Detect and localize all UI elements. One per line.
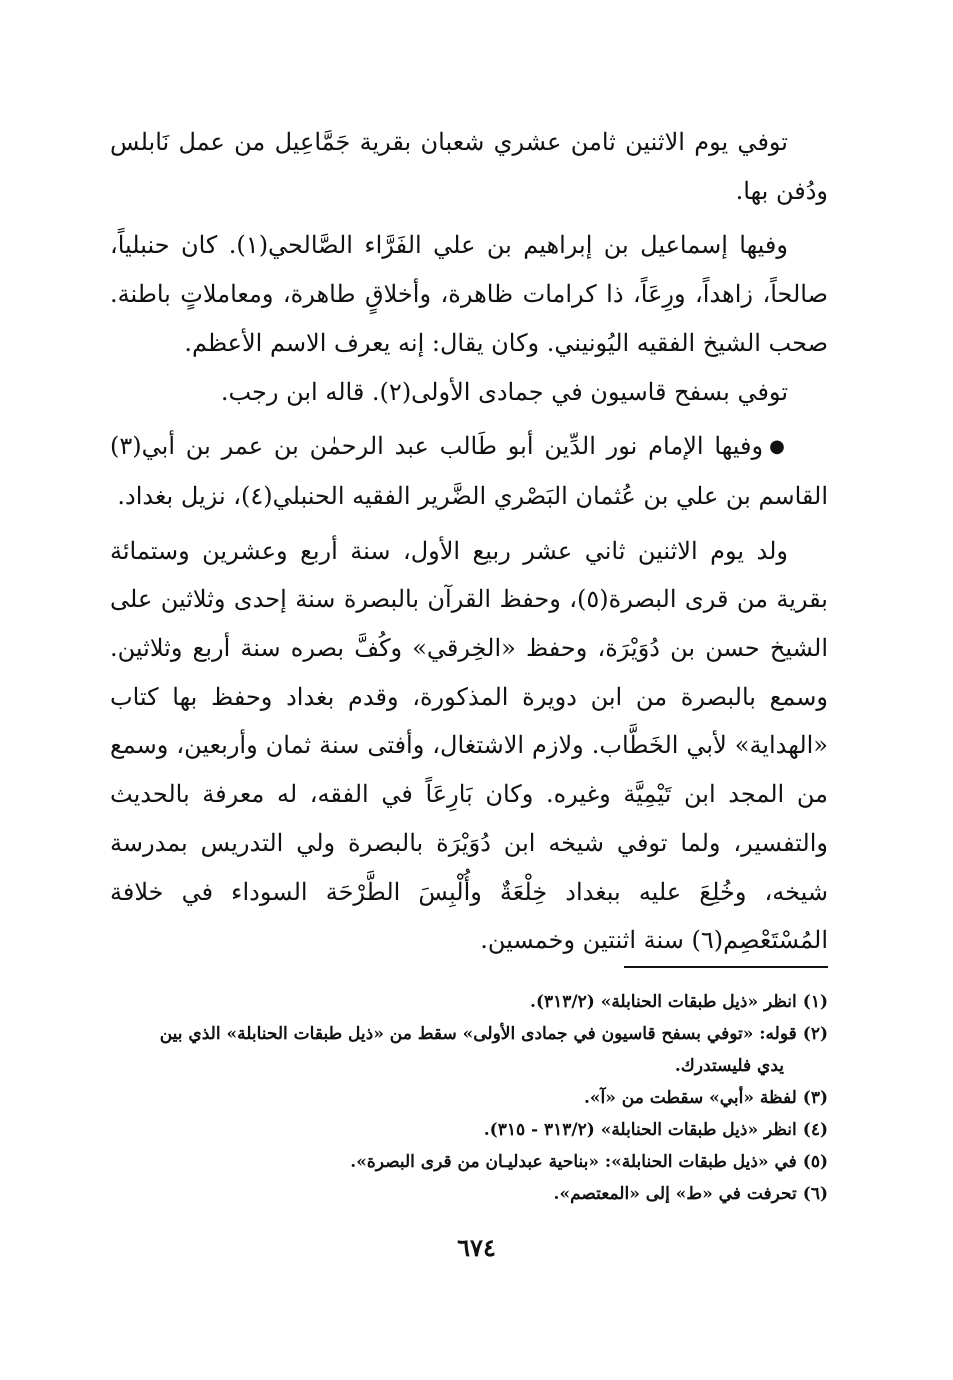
- footnote: [110, 1018, 828, 1082]
- paragraph-4-text: وفيها الإمام نور الدِّين أبو طَالب عبد الرحمٰن بن عمر بن أبي(٣) القاسم بن علي بن عُثمان البَصْري الضَّرير الفقيه الحنبلي(٤)، نزيل بغداد.: [110, 432, 828, 510]
- footnote-continuation: يدي فليستدرك.: [674, 1056, 784, 1076]
- footnote-number: (٣): [802, 1088, 828, 1108]
- paragraph-4: [110, 422, 828, 520]
- bullet-icon: ●: [769, 436, 788, 458]
- footnote: [110, 1082, 828, 1114]
- footnote-number: (٢): [802, 1024, 828, 1044]
- footnote-number: (٦): [802, 1184, 828, 1204]
- footnote-number: (١): [802, 992, 828, 1012]
- footnote-text: لفظة «أبي» سقطت من «آ».: [583, 1088, 797, 1108]
- footnote: [110, 1146, 828, 1178]
- footnote-text: في «ذيل طبقات الحنابلة»: «بناحية عبدليـان من قرى البصرة».: [350, 1152, 797, 1172]
- footnote-text: انظر «ذيل طبقات الحنابلة» (٣١٣/٢ - ٣١٥).: [483, 1120, 797, 1140]
- footnote-text: تحرفت في «ط» إلى «المعتصم».: [553, 1184, 797, 1204]
- paragraph-2: وفيها إسماعيل بن إبراهيم بن علي الفَرَّاء الصَّالحي(١). كان حنبلياً، صالحاً، زاهداً، ورِعَاً، ذا كرامات ظاهرة، وأخلاقٍ طاهرة، ومعاملاتٍ باطنة. صحب الشيخ الفقيه اليُونيني. وكان يقال: إنه يعرف الاسم الأعظم.: [110, 231, 828, 357]
- paragraph-1: توفي يوم الاثنين ثامن عشري شعبان بقرية جَمَّاعِيل من عمل نَابلس ودُفن بها.: [110, 128, 828, 205]
- footnote-divider: [624, 966, 828, 968]
- page-number: ٦٧٤: [457, 1233, 496, 1262]
- footnote-number: (٤): [802, 1120, 828, 1140]
- footnote: [110, 1178, 828, 1210]
- footnotes: [110, 986, 828, 1210]
- paragraph-5: ولد يوم الاثنين ثاني عشر ربيع الأول، سنة أربع وعشرين وستمائة بقرية من قرى البصرة(٥)، وحفظ القرآن بالبصرة سنة إحدى وثلاثين على الشيخ حسن بن دُوَيْرَة، وحفظ «الخِرقي» وكُفَّ بصره سنة أربع وثلاثين. وسمع بالبصرة من ابن دويرة المذكورة، وقدم بغداد وحفظ بها كتاب «الهداية» لأبي الخَطَّاب. ولازم الاشتغال، وأفتى سنة ثمان وأربعين، وسمع من المجد ابن تَيْمِيَّة وغيره. وكان بَارِعَاً في الفقه، له معرفة بالحديث والتفسير، ولما توفي شيخه ابن دُوَيْرَة بالبصرة ولي التدريس بمدرسة شيخه، وخُلِعَ عليه ببغداد خِلْعَةٌ وأُلْبِسَ الطَّرْحَة السوداء في خلافة المُسْتَعْصِم(٦) سنة اثنتين وخمسين.: [110, 536, 828, 955]
- footnote-text: انظر «ذيل طبقات الحنابلة» (٣١٣/٢).: [530, 992, 797, 1012]
- paragraph-3: توفي بسفح قاسيون في جمادى الأولى(٢). قاله ابن رجب.: [220, 377, 788, 406]
- main-text: [110, 118, 828, 965]
- footnote: [110, 986, 828, 1018]
- footnote-number: (٥): [802, 1152, 828, 1172]
- footnote-text: قوله: «توفي بسفح قاسيون في جمادى الأولى» سقط من «ذيل طبقات الحنابلة» الذي بين: [159, 1024, 797, 1044]
- footnote: [110, 1114, 828, 1146]
